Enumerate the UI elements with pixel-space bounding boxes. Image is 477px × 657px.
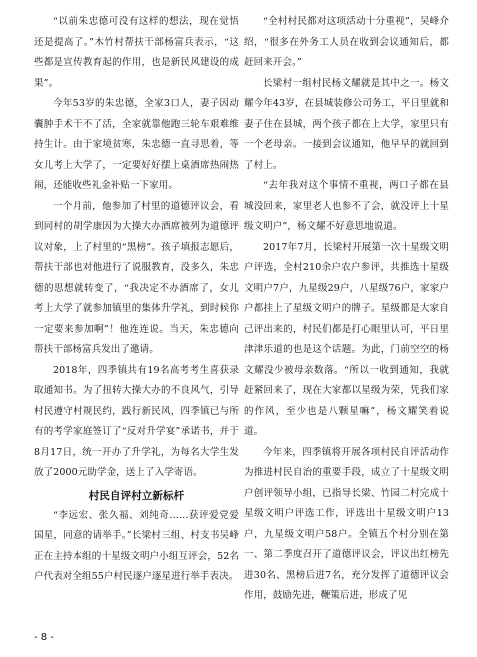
paragraph: “去年我对这个事情不重视，两口子都在县城没回来，家里老人也参不了会，就没评上十星级文明户”，杨文耀不好意思地说道。 — [244, 180, 449, 232]
paragraph: 今年53岁的朱忠德，全家3口人，妻子因动囊肿手术干不了活，全家就靠他跑三轮车艰难维持生计。由于家境贫寒，朱忠德一直寻思着，等女儿考上大学了，一定要好好摆上桌酒席热闹热闹，还能收些礼金补贴一下家用。 — [34, 98, 239, 191]
paragraph: “全村村民都对这项活动十分重视”，吴峰介绍，“很多在外务工人员在收到会议通知后，都赶回来开会。” — [244, 16, 449, 68]
paragraph: 长梁村一组村民杨文耀就是其中之一。杨文耀今年43岁，在县城装修公司务工，平日里就和妻子住在县城，两个孩子都在上大学，家里只有一个老母亲。一接到会议通知，他早早的就回到了村上。 — [244, 77, 449, 171]
paragraph: 2018年，四季镇共有19名高考考生喜获录取通知书。为了扭转大操大办的不良风气，引导村民遵守村规民约，践行新民风，四季镇已与所有的考学家庭签订了“反对升学宴”承诺书，并于8月17日，统一开办了升学礼，为每名大学生发放了2000元助学金，送上了入学寄语。 — [34, 364, 239, 478]
paragraph: “李远宏、张久福、刘纯奇……获评爱党爱国星，同意的请举手。”长梁村三组、村支书吴峰正在主持本组的十星级文明户小组互评会，52名户代表对全组55户村民逐户逐星进行举手表决。 — [34, 509, 239, 582]
left-column — [34, 12, 239, 588]
right-column — [244, 12, 449, 607]
paragraph: 一个月前，他参加了村里的道德评议会，看到同村的胡学康因为大操大办酒席被列为道德评议对象，上了村里的“黑榜”。孩子填报志愿后，帮扶干部也对他进行了说服教育，没多久，朱忠德的思想就转变了，“我决定不办酒席了，女儿考上大学了就参加镇里的集体升学礼，到时候你一定要来参加啊”！他连连说。当天，朱忠德向帮扶干部杨富兵发出了邀请。 — [34, 200, 239, 355]
paragraph: “以前朱忠德可没有这样的想法，现在觉悟还是提高了。”木竹村帮扶干部杨富兵表示，“这些都是宣传教育起的作用，也是新民风建设的成果”。 — [34, 16, 239, 89]
page-number: - 8 - — [34, 632, 54, 643]
section-heading: 村民自评村立新标杆 — [88, 489, 185, 502]
paragraph: 2017年7月，长梁村开展第一次十星级文明户评选，全村210余户农户参评，共推选十星级文明户7户，九星级29户，八星级76户，家家户户都挂上了星级文明户的牌子。星级都是大家自己评出来的，村民们都是打心眼里认可，平日里津津乐道的也是这个话题。为此，门前空空的杨文耀没少被母亲数落。“所以一收到通知，我就赶紧回来了，现在大家都以星级为荣，凭我们家的作风，至少也是八颗星嘛”，杨文耀笑着说道。 — [244, 241, 449, 437]
paragraph: 今年来，四季镇将开展各项村民自评活动作为推进村民自治的重要手段，成立了十星级文明户创评领导小组，已指导长梁、竹园二村完成十星级文明户评选工作，评选出十星级文明户13户，九星级文明户58户。全镇五个村分别在第一、第二季度召开了道德评议会，评议出红榜先进30名、黑榜后进7名，充分发挥了道德评议会作用，鼓励先进，鞭策后进，形成了见 — [244, 446, 449, 601]
